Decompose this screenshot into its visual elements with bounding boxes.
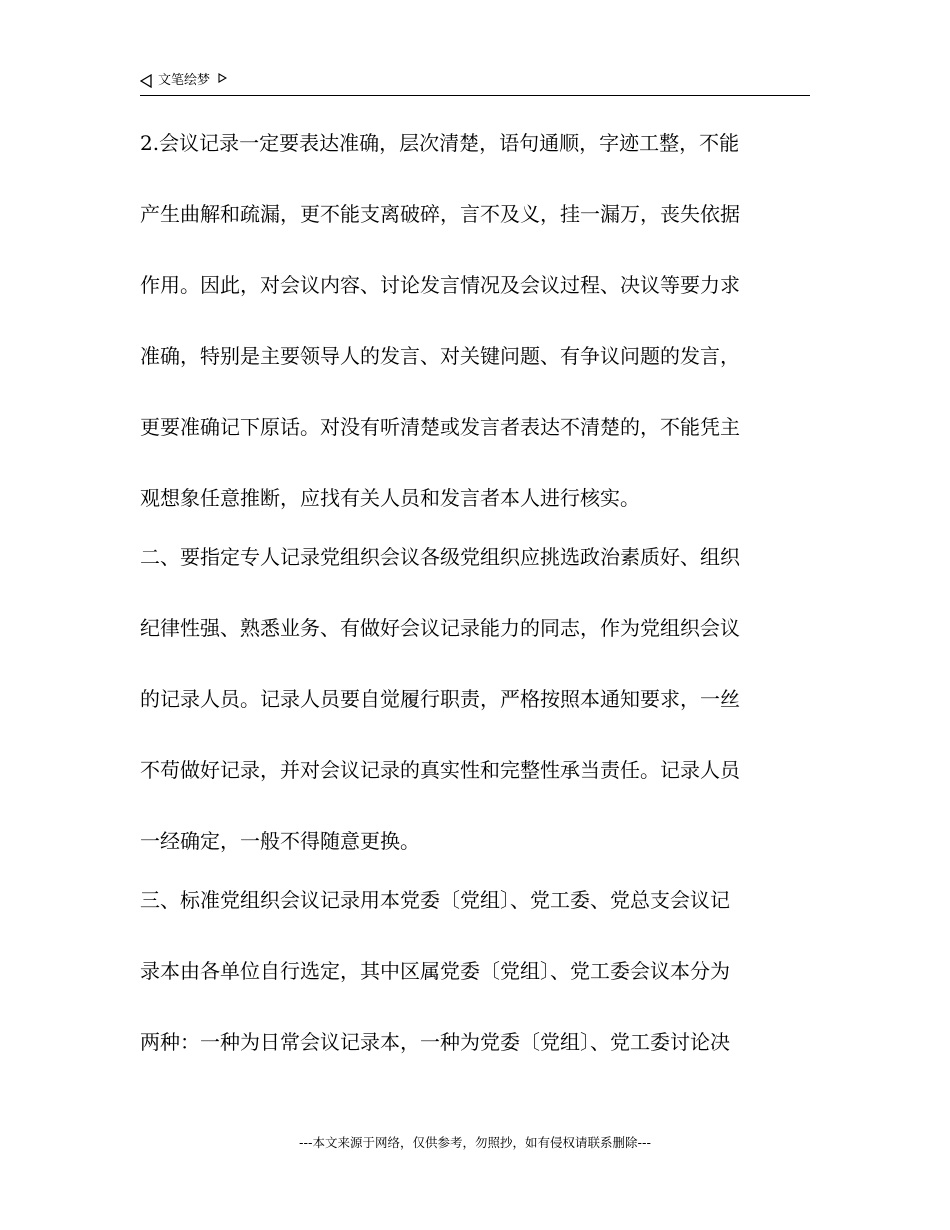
page-header xyxy=(140,70,810,96)
body-line: 三、标准党组织会议记录用本党委〔党组〕、党工委、党总支会议记 xyxy=(140,888,730,912)
body-line: 二、要指定专人记录党组织会议各级党组织应挑选政治素质好、组织 xyxy=(140,545,740,569)
body-line: 准确，特别是主要领导人的发言、对关键问题、有争议问题的发言， xyxy=(140,344,740,368)
body-line: 产生曲解和疏漏，更不能支离破碎，言不及义，挂一漏万，丧失依据 xyxy=(140,202,740,226)
footer-notice: ---本文来源于网络，仅供参考，勿照抄，如有侵权请联系删除--- xyxy=(298,1135,652,1150)
header-brand xyxy=(140,72,227,90)
document-body xyxy=(140,131,800,1101)
brand-title: 文笔绘梦 xyxy=(158,73,211,88)
body-line: 观想象任意推断，应找有关人员和发言者本人进行核实。 xyxy=(140,486,640,510)
body-line: 2.会议记录一定要表达准确，层次清楚，语句通顺，字迹工整，不能 xyxy=(140,131,740,155)
body-line: 一经确定，一般不得随意更换。 xyxy=(140,829,420,853)
body-line: 更要准确记下原话。对没有听清楚或发言者表达不清楚的，不能凭主 xyxy=(140,415,740,439)
body-line: 作用。因此，对会议内容、讨论发言情况及会议过程、决议等要力求 xyxy=(140,273,740,297)
body-line: 纪律性强、熟悉业务、有做好会议记录能力的同志，作为党组织会议 xyxy=(140,616,740,640)
body-line: 录本由各单位自行选定，其中区属党委〔党组〕、党工委会议本分为 xyxy=(140,959,730,983)
body-line: 不苟做好记录，并对会议记录的真实性和完整性承当责任。记录人员 xyxy=(140,758,740,782)
triangle-right-icon xyxy=(218,73,227,83)
body-line: 两种：一种为日常会议记录本，一种为党委〔党组〕、党工委讨论决 xyxy=(140,1030,730,1054)
body-line: 的记录人员。记录人员要自觉履行职责，严格按照本通知要求，一丝 xyxy=(140,687,740,711)
triangle-left-icon xyxy=(140,74,152,88)
